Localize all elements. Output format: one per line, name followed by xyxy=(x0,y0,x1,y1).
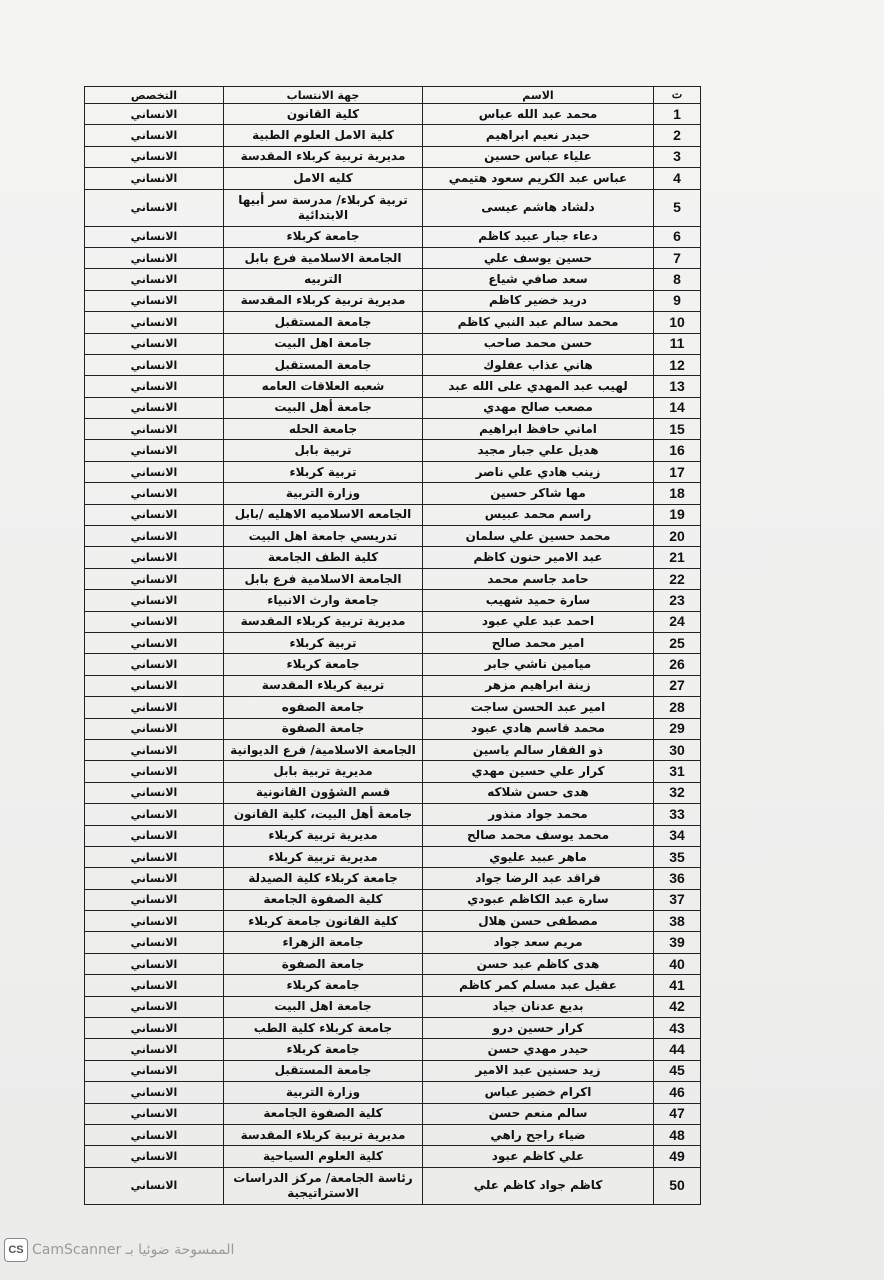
table-row xyxy=(85,1082,701,1103)
row-affiliation: شعبه العلاقات العامه xyxy=(224,376,423,397)
row-number: 22 xyxy=(654,568,701,589)
row-number: 46 xyxy=(654,1082,701,1103)
row-affiliation: وزارة التربية xyxy=(224,483,423,504)
row-number: 34 xyxy=(654,825,701,846)
row-specialization: الانساني xyxy=(85,804,224,825)
row-name: هدى كاظم عبد حسن xyxy=(423,953,654,974)
table-row xyxy=(85,547,701,568)
row-specialization: الانساني xyxy=(85,440,224,461)
row-affiliation: جامعة وارث الانبياء xyxy=(224,590,423,611)
row-name: حامد جاسم محمد xyxy=(423,568,654,589)
row-number: 45 xyxy=(654,1060,701,1081)
row-affiliation: تربية بابل xyxy=(224,440,423,461)
row-name: دريد خضير كاظم xyxy=(423,290,654,311)
row-name: مصعب صالح مهدي xyxy=(423,397,654,418)
table-row xyxy=(85,526,701,547)
row-affiliation: جامعة كربلاء xyxy=(224,226,423,247)
row-number: 17 xyxy=(654,461,701,482)
row-affiliation: كليه الامل xyxy=(224,168,423,189)
row-specialization: الانساني xyxy=(85,333,224,354)
row-specialization: الانساني xyxy=(85,376,224,397)
table-row xyxy=(85,376,701,397)
row-specialization: الانساني xyxy=(85,654,224,675)
row-affiliation: كلية القانون xyxy=(224,104,423,125)
row-specialization: الانساني xyxy=(85,397,224,418)
table-row xyxy=(85,975,701,996)
row-specialization: الانساني xyxy=(85,953,224,974)
table-row xyxy=(85,1146,701,1167)
row-number: 43 xyxy=(654,1018,701,1039)
row-number: 7 xyxy=(654,247,701,268)
row-specialization: الانساني xyxy=(85,761,224,782)
row-affiliation: جامعة الصفوه xyxy=(224,697,423,718)
row-name: هاني عذاب عفلوك xyxy=(423,354,654,375)
row-specialization: الانساني xyxy=(85,226,224,247)
row-affiliation: مديرية تربية كربلاء المقدسة xyxy=(224,1124,423,1145)
row-name: احمد عبد علي عبود xyxy=(423,611,654,632)
row-number: 6 xyxy=(654,226,701,247)
participants-table xyxy=(84,86,701,1205)
table-row xyxy=(85,590,701,611)
table-row xyxy=(85,632,701,653)
row-affiliation: الجامعة الاسلامية فرع بابل xyxy=(224,247,423,268)
table-row xyxy=(85,168,701,189)
row-specialization: الانساني xyxy=(85,1082,224,1103)
table-row xyxy=(85,440,701,461)
table-row xyxy=(85,1018,701,1039)
row-number: 15 xyxy=(654,419,701,440)
row-affiliation: جامعة الصفوة xyxy=(224,953,423,974)
row-name: عقيل عبد مسلم كمر كاظم xyxy=(423,975,654,996)
row-specialization: الانساني xyxy=(85,547,224,568)
table-row xyxy=(85,146,701,167)
table-row xyxy=(85,654,701,675)
row-affiliation: جامعة المستقبل xyxy=(224,312,423,333)
table-row xyxy=(85,568,701,589)
row-affiliation: جامعة اهل البيت xyxy=(224,333,423,354)
table-row xyxy=(85,269,701,290)
row-affiliation: جامعة كربلاء xyxy=(224,654,423,675)
row-affiliation: مديرية تربية بابل xyxy=(224,761,423,782)
row-name: زيد حسنين عبد الامير xyxy=(423,1060,654,1081)
row-number: 39 xyxy=(654,932,701,953)
row-name: علي كاظم عبود xyxy=(423,1146,654,1167)
row-name: علياء عباس حسين xyxy=(423,146,654,167)
row-specialization: الانساني xyxy=(85,1060,224,1081)
table-row xyxy=(85,911,701,932)
row-number: 2 xyxy=(654,125,701,146)
row-affiliation: جامعة أهل البيت xyxy=(224,397,423,418)
scanner-footer xyxy=(0,1242,884,1272)
row-specialization: الانساني xyxy=(85,825,224,846)
row-number: 36 xyxy=(654,868,701,889)
row-affiliation: كلية القانون جامعة كربلاء xyxy=(224,911,423,932)
row-specialization: الانساني xyxy=(85,1103,224,1124)
row-number: 16 xyxy=(654,440,701,461)
row-affiliation: كلية الصفوة الجامعة xyxy=(224,889,423,910)
row-number: 1 xyxy=(654,104,701,125)
row-specialization: الانساني xyxy=(85,782,224,803)
row-number: 20 xyxy=(654,526,701,547)
row-specialization: الانساني xyxy=(85,1124,224,1145)
row-affiliation: جامعة كربلاء كلية الطب xyxy=(224,1018,423,1039)
row-affiliation: تربية كربلاء xyxy=(224,632,423,653)
row-specialization: الانساني xyxy=(85,632,224,653)
row-specialization: الانساني xyxy=(85,1018,224,1039)
row-specialization: الانساني xyxy=(85,868,224,889)
row-affiliation: وزارة التربية xyxy=(224,1082,423,1103)
row-specialization: الانساني xyxy=(85,675,224,696)
row-specialization: الانساني xyxy=(85,483,224,504)
table-row xyxy=(85,189,701,226)
row-number: 38 xyxy=(654,911,701,932)
table-row xyxy=(85,104,701,125)
table-row xyxy=(85,846,701,867)
row-affiliation: تربية كربلاء xyxy=(224,461,423,482)
table-row xyxy=(85,697,701,718)
row-name: مها شاكر حسين xyxy=(423,483,654,504)
row-specialization: الانساني xyxy=(85,739,224,760)
row-number: 10 xyxy=(654,312,701,333)
table-row xyxy=(85,397,701,418)
row-name: محمد يوسف محمد صالح xyxy=(423,825,654,846)
row-number: 47 xyxy=(654,1103,701,1124)
row-number: 31 xyxy=(654,761,701,782)
row-specialization: الانساني xyxy=(85,718,224,739)
table-row xyxy=(85,226,701,247)
row-number: 4 xyxy=(654,168,701,189)
row-number: 48 xyxy=(654,1124,701,1145)
row-specialization: الانساني xyxy=(85,104,224,125)
row-name: اماني حافظ ابراهيم xyxy=(423,419,654,440)
row-name: هديل علي جبار مجيد xyxy=(423,440,654,461)
row-affiliation: جامعة كربلاء كلية الصيدلة xyxy=(224,868,423,889)
row-name: سارة عبد الكاظم عبودي xyxy=(423,889,654,910)
row-name: بديع عدنان جياد xyxy=(423,996,654,1017)
row-name: فراقد عبد الرضا جواد xyxy=(423,868,654,889)
row-number: 40 xyxy=(654,953,701,974)
scanner-watermark: الممسوحة ضوئيا بـ CamScanner xyxy=(32,1242,235,1258)
header-affiliation: جهة الانتساب xyxy=(224,87,423,104)
row-affiliation: الجامعه الاسلاميه الاهليه /بابل xyxy=(224,504,423,525)
row-name: حيدر نعيم ابراهيم xyxy=(423,125,654,146)
header-specialization: التخصص xyxy=(85,87,224,104)
table-row xyxy=(85,932,701,953)
row-affiliation: جامعة اهل البيت xyxy=(224,996,423,1017)
row-affiliation: مديرية تربية كربلاء xyxy=(224,825,423,846)
row-specialization: الانساني xyxy=(85,526,224,547)
row-name: امير محمد صالح xyxy=(423,632,654,653)
table-row xyxy=(85,953,701,974)
row-number: 29 xyxy=(654,718,701,739)
row-number: 21 xyxy=(654,547,701,568)
row-specialization: الانساني xyxy=(85,419,224,440)
row-specialization: الانساني xyxy=(85,1167,224,1204)
row-number: 23 xyxy=(654,590,701,611)
row-affiliation: تدريسي جامعة اهل البيت xyxy=(224,526,423,547)
row-number: 28 xyxy=(654,697,701,718)
row-affiliation: جامعة أهل البيت، كلية القانون xyxy=(224,804,423,825)
row-name: ماهر عبيد عليوي xyxy=(423,846,654,867)
row-number: 49 xyxy=(654,1146,701,1167)
row-affiliation: مديرية تربية كربلاء xyxy=(224,846,423,867)
row-affiliation: رئاسة الجامعة/ مركز الدراسات الاستراتيجية xyxy=(224,1167,423,1204)
row-name: محمد جواد منذور xyxy=(423,804,654,825)
table-row xyxy=(85,1103,701,1124)
row-specialization: الانساني xyxy=(85,1146,224,1167)
row-number: 18 xyxy=(654,483,701,504)
row-number: 11 xyxy=(654,333,701,354)
row-specialization: الانساني xyxy=(85,975,224,996)
table-row xyxy=(85,804,701,825)
row-affiliation: جامعة المستقبل xyxy=(224,354,423,375)
row-affiliation: قسم الشؤون القانونية xyxy=(224,782,423,803)
table-row xyxy=(85,461,701,482)
row-name: حيدر مهدي حسن xyxy=(423,1039,654,1060)
table-row xyxy=(85,354,701,375)
row-specialization: الانساني xyxy=(85,697,224,718)
row-name: سالم منعم حسن xyxy=(423,1103,654,1124)
row-number: 8 xyxy=(654,269,701,290)
row-number: 13 xyxy=(654,376,701,397)
row-affiliation: جامعة الزهراء xyxy=(224,932,423,953)
row-number: 26 xyxy=(654,654,701,675)
table-row xyxy=(85,1167,701,1204)
row-specialization: الانساني xyxy=(85,846,224,867)
table-row xyxy=(85,611,701,632)
row-name: زينب هادي علي ناصر xyxy=(423,461,654,482)
row-specialization: الانساني xyxy=(85,269,224,290)
row-specialization: الانساني xyxy=(85,932,224,953)
row-number: 5 xyxy=(654,189,701,226)
row-number: 44 xyxy=(654,1039,701,1060)
row-number: 35 xyxy=(654,846,701,867)
row-name: هدى حسن شلاكه xyxy=(423,782,654,803)
row-name: حسن محمد صاحب xyxy=(423,333,654,354)
row-name: لهيب عبد المهدي على الله عبد xyxy=(423,376,654,397)
row-specialization: الانساني xyxy=(85,504,224,525)
row-number: 37 xyxy=(654,889,701,910)
row-name: عبد الامير حنون كاظم xyxy=(423,547,654,568)
table-row xyxy=(85,868,701,889)
table-row xyxy=(85,290,701,311)
row-specialization: الانساني xyxy=(85,889,224,910)
row-number: 42 xyxy=(654,996,701,1017)
row-number: 30 xyxy=(654,739,701,760)
row-affiliation: مديرية تربية كربلاء المقدسة xyxy=(224,611,423,632)
row-name: كاظم جواد كاظم علي xyxy=(423,1167,654,1204)
row-name: محمد سالم عبد النبي كاظم xyxy=(423,312,654,333)
row-name: مريم سعد جواد xyxy=(423,932,654,953)
row-number: 27 xyxy=(654,675,701,696)
row-specialization: الانساني xyxy=(85,125,224,146)
row-specialization: الانساني xyxy=(85,247,224,268)
row-name: ضياء راجح راهي xyxy=(423,1124,654,1145)
row-number: 12 xyxy=(654,354,701,375)
table-row xyxy=(85,675,701,696)
row-affiliation: الجامعة الاسلامية فرع بابل xyxy=(224,568,423,589)
row-name: دلشاد هاشم عيسى xyxy=(423,189,654,226)
row-specialization: الانساني xyxy=(85,461,224,482)
row-affiliation: تربية كربلاء/ مدرسة سر أبيها الابتدائية xyxy=(224,189,423,226)
row-specialization: الانساني xyxy=(85,1039,224,1060)
table-row xyxy=(85,504,701,525)
row-name: راسم محمد عبيس xyxy=(423,504,654,525)
row-name: عباس عبد الكريم سعود هتيمي xyxy=(423,168,654,189)
table-row xyxy=(85,825,701,846)
row-name: محمد عبد الله عباس xyxy=(423,104,654,125)
row-specialization: الانساني xyxy=(85,568,224,589)
table-row xyxy=(85,483,701,504)
row-affiliation: كلية الصفوة الجامعة xyxy=(224,1103,423,1124)
row-number: 32 xyxy=(654,782,701,803)
row-specialization: الانساني xyxy=(85,911,224,932)
table-row xyxy=(85,889,701,910)
row-number: 41 xyxy=(654,975,701,996)
row-affiliation: كلية الطف الجامعة xyxy=(224,547,423,568)
row-specialization: الانساني xyxy=(85,146,224,167)
row-name: ذو الفقار سالم ياسين xyxy=(423,739,654,760)
row-affiliation: الجامعة الاسلامية/ فرع الديوانية xyxy=(224,739,423,760)
row-name: دعاء جبار عبيد كاظم xyxy=(423,226,654,247)
row-affiliation: مديرية تربية كربلاء المقدسة xyxy=(224,290,423,311)
table-row xyxy=(85,419,701,440)
row-affiliation: جامعة كربلاء xyxy=(224,975,423,996)
row-affiliation: التربيه xyxy=(224,269,423,290)
row-specialization: الانساني xyxy=(85,354,224,375)
table-row xyxy=(85,782,701,803)
table-row xyxy=(85,125,701,146)
row-number: 9 xyxy=(654,290,701,311)
header-number: ت xyxy=(654,87,701,104)
row-specialization: الانساني xyxy=(85,996,224,1017)
table-header-row xyxy=(85,87,701,104)
table-row xyxy=(85,761,701,782)
row-name: سعد صافي شياع xyxy=(423,269,654,290)
row-affiliation: كلية العلوم السياحية xyxy=(224,1146,423,1167)
table-row xyxy=(85,996,701,1017)
row-number: 50 xyxy=(654,1167,701,1204)
header-name: الاسم xyxy=(423,87,654,104)
row-affiliation: كلية الامل العلوم الطبية xyxy=(224,125,423,146)
row-name: اكرام خضير عباس xyxy=(423,1082,654,1103)
table-row xyxy=(85,312,701,333)
row-number: 3 xyxy=(654,146,701,167)
row-specialization: الانساني xyxy=(85,611,224,632)
row-name: محمد قاسم هادي عبود xyxy=(423,718,654,739)
row-affiliation: جامعة الحله xyxy=(224,419,423,440)
table-row xyxy=(85,1039,701,1060)
row-specialization: الانساني xyxy=(85,312,224,333)
row-specialization: الانساني xyxy=(85,168,224,189)
table-row xyxy=(85,333,701,354)
table-row xyxy=(85,247,701,268)
row-number: 14 xyxy=(654,397,701,418)
row-number: 33 xyxy=(654,804,701,825)
row-name: سارة حميد شهيب xyxy=(423,590,654,611)
table-row xyxy=(85,1124,701,1145)
row-name: ميامين ناشي جابر xyxy=(423,654,654,675)
table-row xyxy=(85,1060,701,1081)
row-affiliation: مديرية تربية كربلاء المقدسة xyxy=(224,146,423,167)
row-number: 24 xyxy=(654,611,701,632)
row-name: امير عبد الحسن ساجت xyxy=(423,697,654,718)
row-affiliation: جامعة كربلاء xyxy=(224,1039,423,1060)
row-specialization: الانساني xyxy=(85,290,224,311)
row-affiliation: جامعة الصفوة xyxy=(224,718,423,739)
row-number: 25 xyxy=(654,632,701,653)
camscanner-logo-icon: CS xyxy=(4,1238,28,1262)
table-row xyxy=(85,718,701,739)
row-name: كرار علي حسين مهدي xyxy=(423,761,654,782)
table-row xyxy=(85,739,701,760)
row-number: 19 xyxy=(654,504,701,525)
row-name: مصطفى حسن هلال xyxy=(423,911,654,932)
row-name: كرار حسين درو xyxy=(423,1018,654,1039)
row-specialization: الانساني xyxy=(85,590,224,611)
row-affiliation: تربية كربلاء المقدسة xyxy=(224,675,423,696)
row-name: محمد حسين علي سلمان xyxy=(423,526,654,547)
row-affiliation: جامعة المستقبل xyxy=(224,1060,423,1081)
row-specialization: الانساني xyxy=(85,189,224,226)
row-name: زينة ابراهيم مزهر xyxy=(423,675,654,696)
row-name: حسين يوسف علي xyxy=(423,247,654,268)
